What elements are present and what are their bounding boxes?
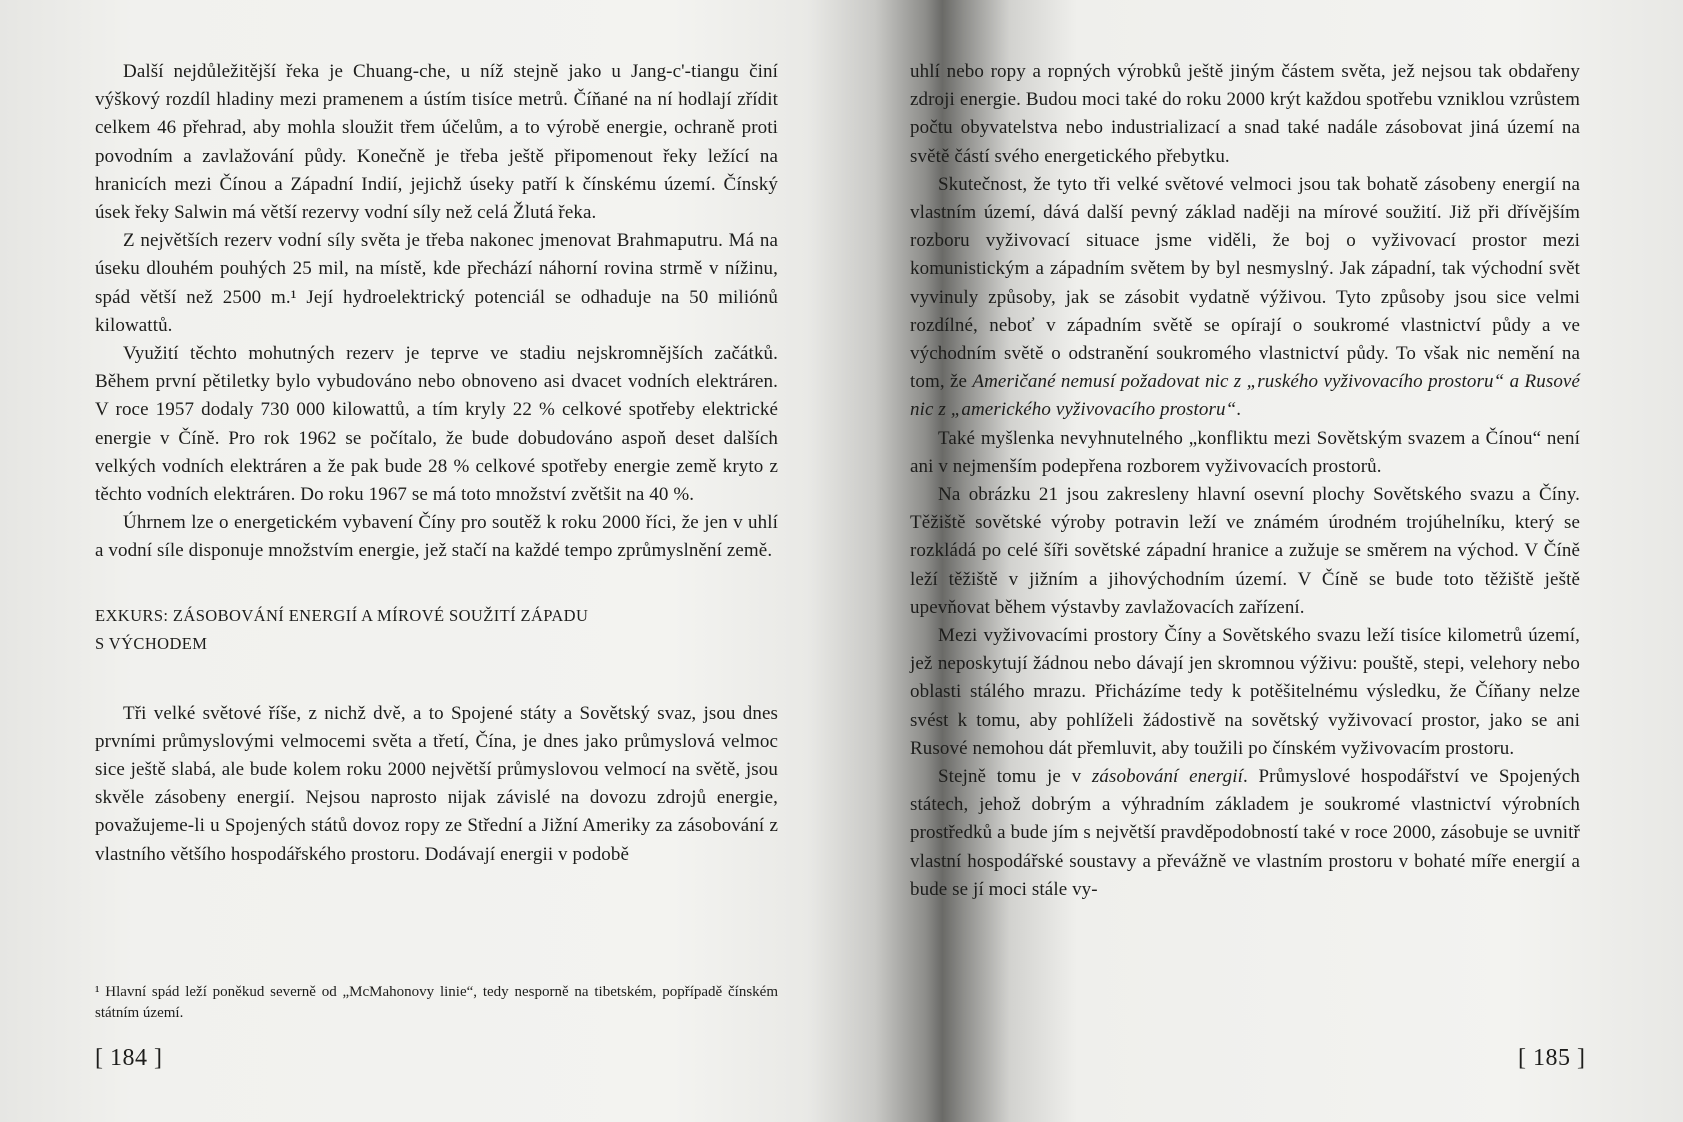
paragraph: Tři velké světové říše, z nichž dvě, a to Spojené státy a Sovětský svaz, jsou dnes prvními průmyslovými velmocemi světa a třetí, Čína, je dnes jako průmyslová velmoc sice ještě slabá, ale bude kolem roku 2000 největší průmyslovou velmocí na světě, jsou skvěle zásobeny energií. Nejsou naprosto nijak závislé na dovozu zdrojů energie, považujeme-li u Spojených států dovoz ropy ze Střední a Jižní Ameriky za zásobování z vlastního většího hospodářského prostoru. Dodávají energii v podobě — [95, 702, 778, 865]
paragraph-emphasis: zásobování energií — [1091, 766, 1243, 788]
paragraph-text: . Průmyslové hospodářství ve Spojených státech, jehož dobrým a výhradním základem je soukromé vlastnictví výrobních prostředků a bude jím s největší pravděpodobností také v roce 2000, zásobuje se uvnitř vlastní hospodářské soustavy a převážně ve vlastním prostoru v bohaté míře energií a bude se jí moci stále vy- — [910, 766, 1580, 900]
paragraph — [910, 171, 1580, 425]
paragraph-text: Skutečnost, že tyto tři velké světové velmoci jsou tak bohatě zásobeny energií na vlastním území, dává další pevný základ naději na mírové soužití. Již při dřívějším rozboru vyživovací situace jsme viděli, že boj o vyživovací prostor mezi komunistickým a západním světem by byl nesmyslný. Jak západní, tak východní svět vyvinuly způsoby, jak se zásobit vydatně výživou. Tyto způsoby jsou sice velmi rozdílné, neboť v západním světě se opírají o soukromé vlastnictví půdy a ve východním světě o odstranění soukromého vlastnictví půdy. To však nic nemění na tom, že — [910, 173, 1580, 393]
page-number-left: [ 184 ] — [95, 1045, 163, 1071]
right-page — [910, 58, 1580, 904]
paragraph — [910, 763, 1580, 904]
section-heading — [95, 602, 778, 658]
paragraph-text: Stejně tomu je v — [938, 766, 1092, 788]
paragraph: Z největších rezerv vodní síly světa je třeba nakonec jmenovat Brahmaputru. Má na úseku dlouhém pouhých 25 mil, na místě, kde přechází náhorní rovina strmě v nížinu, spád větší než 2500 m.¹ Její hydroelektrický potenciál se odhaduje na 50 miliónů kilowattů. — [95, 230, 778, 336]
paragraph: Také myšlenka nevyhnutelného „konfliktu mezi Sovětským svazem a Čínou“ není ani v nejmenším podepřena rozborem vyživovacích prostorů. — [910, 427, 1580, 477]
paragraph-emphasis: Američané nemusí požadovat nic z „ruského vyživovacího prostoru“ a Rusové nic z „amerického vyživovacího prostoru“ — [910, 371, 1580, 421]
paragraph: Mezi vyživovacími prostory Číny a Sovětského svazu leží tisíce kilometrů území, jež neposkytují žádnou nebo dávají jen skromnou výživu: pouště, stepi, velehory nebo oblasti stálého mrazu. Přicházíme tedy k potěšitelnému výsledku, že Číňany nelze svést k tomu, aby pohlíželi žádostivě na sovětský vyživovací prostor, jako se ani Rusové nemohou dát přemluvit, aby toužili po čínském vyživovacím prostoru. — [910, 625, 1580, 759]
footnote: ¹ Hlavní spád leží poněkud severně od „McMahonovy linie“, tedy nesporně na tibetském, popřípadě čínském státním území. — [95, 984, 778, 1021]
section-heading-line: S VÝCHODEM — [95, 633, 208, 653]
paragraph-text: . — [1236, 399, 1242, 421]
section-heading-line: EXKURS: ZÁSOBOVÁNÍ ENERGIÍ A MÍROVÉ SOUŽITÍ ZÁPADU — [95, 605, 589, 625]
paragraph: uhlí nebo ropy a ropných výrobků ještě jiným částem světa, jež nejsou tak obdařeny zdroji energie. Budou moci také do roku 2000 krýt každou spotřebu vzniklou vzrůstem počtu obyvatelstva nebo industrializací a snad také nadále zásobovat jiná území na světě částí svého energetického přebytku. — [910, 61, 1580, 167]
paragraph: Úhrnem lze o energetickém vybavení Číny pro soutěž k roku 2000 říci, že jen v uhlí a vodní síle disponuje množstvím energie, jež stačí na každé tempo zprůmyslnění země. — [95, 512, 778, 562]
paragraph: Využití těchto mohutných rezerv je teprve ve stadiu nejskromnějších začátků. Během první pětiletky bylo vybudováno nebo obnoveno asi dvacet vodních elektráren. V roce 1957 dodaly 730 000 kilowattů, a tím kryly 22 % celkové spotřeby elektrické energie v Číně. Pro rok 1962 se počítalo, že bude dobudováno aspoň deset dalších velkých vodních elektráren a že pak bude 28 % celkové spotřeby energie země kryto z těchto vodních elektráren. Do roku 1967 se má toto množství zvětšit na 40 %. — [95, 343, 778, 506]
paragraph: Na obrázku 21 jsou zakresleny hlavní osevní plochy Sovětského svazu a Číny. Těžiště sovětské výroby potravin leží ve známém úrodném trojúhelníku, který se rozkládá po celé šíři sovětské západní hranice a zužuje se směrem na východ. V Číně leží těžiště v jižním a jihovýchodním území. V Číně se bude toto těžiště ještě upevňovat během výstavby zavlažovacích zařízení. — [910, 484, 1580, 618]
page-number-right: [ 185 ] — [1518, 1045, 1586, 1071]
paragraph: Další nejdůležitější řeka je Chuang-che, u níž stejně jako u Jang-c'-tiangu činí výškový rozdíl hladiny mezi pramenem a ústím tisíce metrů. Číňané na ní hodlají zřídit celkem 46 přehrad, aby mohla sloužit třem účelům, a to výrobě energie, ochraně proti povodním a zavlažování půdy. Konečně je třeba ještě připomenout řeky ležící na hranicích mezi Čínou a Západní Indií, jejichž úseky patří k čínskému území. Čínský úsek řeky Salwin má větší rezervy vodní síly než celá Žlutá řeka. — [95, 61, 778, 224]
left-page — [95, 58, 778, 869]
